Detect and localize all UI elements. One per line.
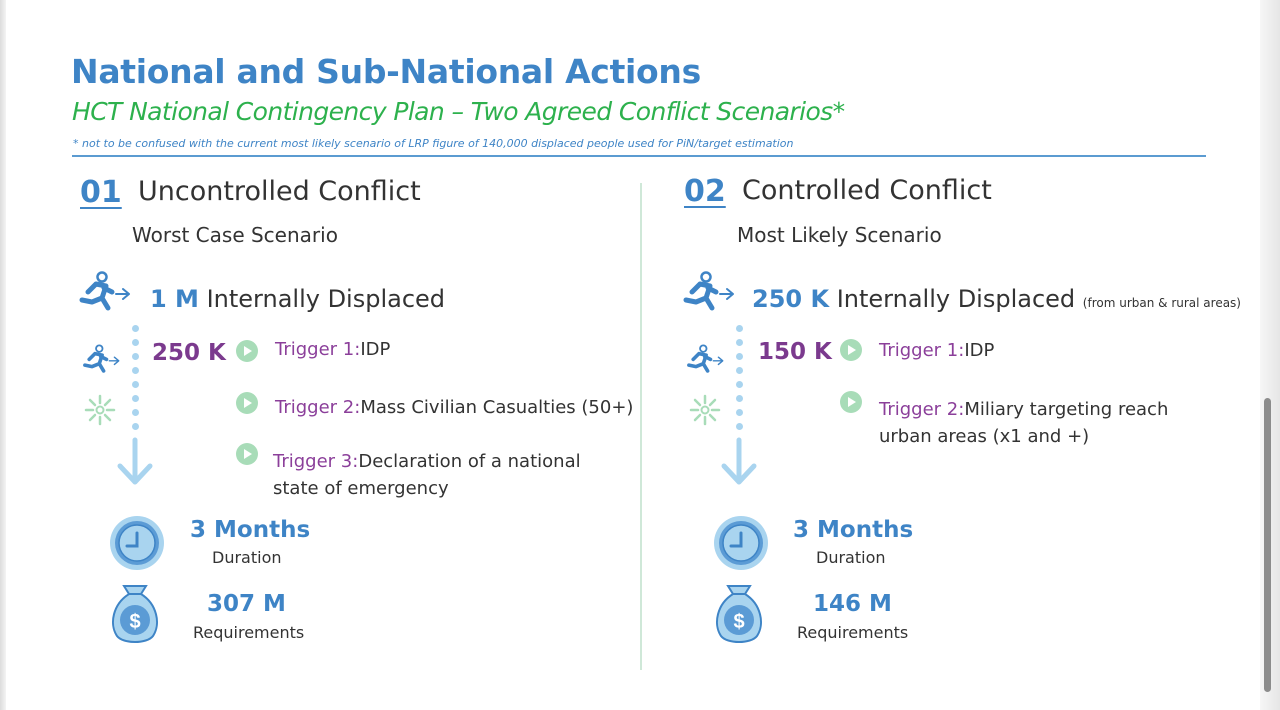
running-person-icon xyxy=(686,345,726,379)
idp-value: 1 M xyxy=(150,285,199,313)
svg-text:$: $ xyxy=(129,611,141,633)
timeline-dot xyxy=(132,339,139,346)
play-circle-icon xyxy=(851,350,852,351)
timeline-dot xyxy=(132,353,139,360)
footnote: * not to be confused with the current most likely scenario of LRP figure of 140,000 displaced people used for PiN/target estimation xyxy=(73,137,794,150)
scenario-heading: Uncontrolled Conflict xyxy=(138,176,421,207)
money-bag-icon xyxy=(129,611,141,633)
idp-figure xyxy=(150,285,445,313)
timeline-dot xyxy=(736,325,743,332)
header-divider xyxy=(72,155,1206,157)
timeline-dot xyxy=(132,325,139,332)
duration-value: 3 Months xyxy=(190,517,311,543)
duration-label: Duration xyxy=(816,548,886,567)
trigger-2: Trigger 2:Mass Civilian Casualties (50+) xyxy=(275,397,634,418)
scenario-heading: Controlled Conflict xyxy=(742,175,992,206)
timeline-dot xyxy=(736,367,743,374)
timeline-dot xyxy=(132,423,139,430)
timeline-dot xyxy=(132,381,139,388)
scenario-type: Worst Case Scenario xyxy=(132,223,338,247)
play-circle-icon xyxy=(247,403,248,404)
page-title: National and Sub-National Actions xyxy=(71,52,701,91)
duration-value: 3 Months xyxy=(793,517,914,543)
trigger-value: 150 K xyxy=(758,339,832,365)
scenario-number: 01 xyxy=(80,175,122,210)
idp-label: Internally Displaced xyxy=(836,285,1076,313)
trigger-2: Trigger 2:Miliary targeting reach urban areas (x1 and +) xyxy=(879,399,1169,447)
running-person-icon xyxy=(682,272,738,318)
scenario-type: Most Likely Scenario xyxy=(737,223,942,247)
running-person-icon xyxy=(82,345,122,379)
burst-icon xyxy=(705,410,706,411)
clock-icon xyxy=(137,543,138,544)
timeline-dot xyxy=(736,409,743,416)
scrollbar-thumb[interactable] xyxy=(1264,398,1271,692)
requirements-label: Requirements xyxy=(797,623,909,642)
timeline-dot xyxy=(132,367,139,374)
timeline-dot xyxy=(736,423,743,430)
timeline-dot xyxy=(736,353,743,360)
idp-note: (from urban & rural areas) xyxy=(1082,296,1241,310)
burst-icon xyxy=(100,410,101,411)
play-circle-icon xyxy=(247,454,248,455)
clock-icon xyxy=(741,543,742,544)
down-arrow-icon xyxy=(739,440,740,441)
duration-label: Duration xyxy=(212,548,282,567)
timeline-dot xyxy=(132,409,139,416)
running-person-icon xyxy=(78,272,134,318)
requirements-value: 307 M xyxy=(207,591,286,617)
requirements-value: 146 M xyxy=(813,591,892,617)
column-divider xyxy=(640,183,642,670)
trigger-1: Trigger 1:IDP xyxy=(275,339,391,360)
timeline-dot xyxy=(736,395,743,402)
window-left-edge xyxy=(0,0,6,710)
money-bag-icon xyxy=(733,611,745,633)
page-subtitle: HCT National Contingency Plan – Two Agreed Conflict Scenarios* xyxy=(72,97,845,126)
timeline-dot xyxy=(736,339,743,346)
trigger-1: Trigger 1:IDP xyxy=(879,340,995,361)
svg-text:$: $ xyxy=(733,611,745,633)
idp-figure xyxy=(752,285,1241,313)
idp-value: 250 K xyxy=(752,285,830,313)
trigger-value: 250 K xyxy=(152,340,226,366)
idp-label: Internally Displaced xyxy=(206,285,446,313)
down-arrow-icon xyxy=(135,440,136,441)
play-circle-icon xyxy=(851,402,852,403)
scenario-number: 02 xyxy=(684,174,726,209)
play-circle-icon xyxy=(247,351,248,352)
timeline-dot xyxy=(736,381,743,388)
requirements-label: Requirements xyxy=(193,623,305,642)
trigger-3: Trigger 3:Declaration of a national state of emergency xyxy=(273,451,581,499)
timeline-dot xyxy=(132,395,139,402)
